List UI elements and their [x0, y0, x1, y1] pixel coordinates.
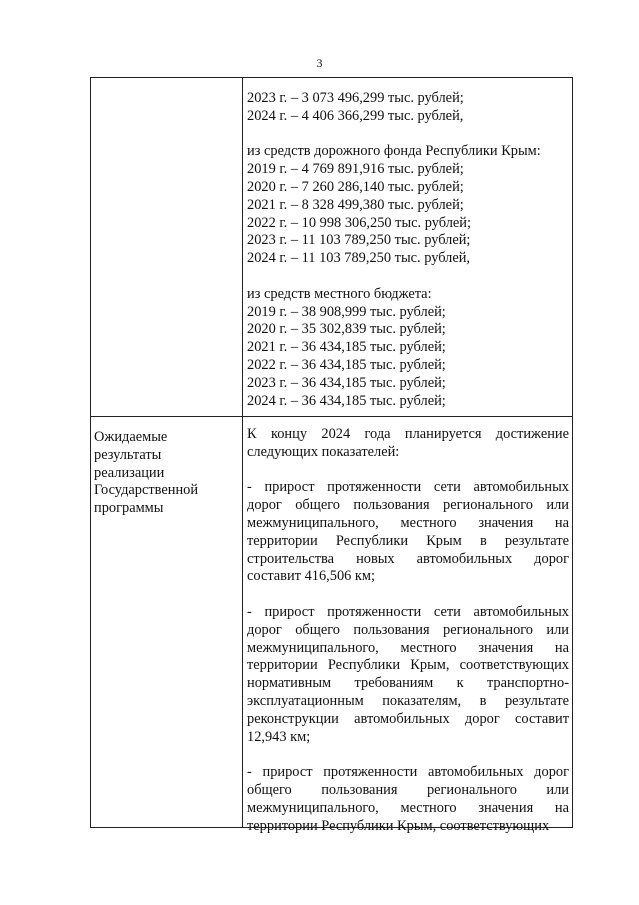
label-line: Ожидаемые	[94, 429, 168, 445]
label-line: Государственной	[94, 482, 199, 499]
road-fund-line: 2019 г. – 4 769 891,916 тыс. рублей;	[247, 161, 464, 178]
financing-cell	[247, 90, 567, 410]
road-fund-heading: из средств дорожного фонда Республики Крым:	[247, 143, 541, 160]
label-line: программы	[94, 500, 164, 517]
column-divider	[242, 78, 243, 827]
expected-results-label	[91, 429, 242, 518]
result-item: - прирост протяженности сети автомобильных дорог общего пользования регионального или межмуниципального, местного значения на территории Республики Крым, соответствующих нормативным требованиям к транспортно-эксплуатационным показателям, в результате реконструкции автомобильных дорог составит 12,943 км;	[247, 603, 569, 745]
road-fund-line: 2024 г. – 11 103 789,250 тыс. рублей,	[247, 250, 471, 267]
row-divider	[91, 416, 572, 417]
local-budget-line: 2020 г. – 35 302,839 тыс. рублей;	[247, 321, 446, 338]
result-item: - прирост протяженности сети автомобильных дорог общего пользования регионального или межмуниципального, местного значения на территории Республики Крым в результате строительства новых автомобильных дорог составит 416,506 км;	[247, 479, 569, 585]
road-fund-line: 2020 г. – 7 260 286,140 тыс. рублей;	[247, 178, 464, 195]
local-budget-line: 2021 г. – 36 434,185 тыс. рублей;	[247, 339, 446, 356]
local-budget-line: 2023 г. – 36 434,185 тыс. рублей;	[247, 374, 446, 391]
expected-results-cell	[247, 426, 569, 835]
local-budget-line: 2022 г. – 36 434,185 тыс. рублей;	[247, 356, 446, 373]
label-line: результаты	[94, 446, 162, 463]
program-table	[90, 77, 573, 834]
page-number: 3	[316, 56, 323, 70]
local-budget-line: 2019 г. – 38 908,999 тыс. рублей;	[247, 303, 446, 320]
label-line: реализации	[94, 464, 165, 481]
financing-line: 2023 г. – 3 073 496,299 тыс. рублей;	[247, 90, 464, 106]
financing-line: 2024 г. – 4 406 366,299 тыс. рублей,	[247, 107, 464, 124]
results-intro: К концу 2024 года планируется достижение следующих показателей:	[247, 426, 569, 460]
result-item: - прирост протяженности автомобильных дорог общего пользования регионального или межмуниципального, местного значения на территории Республики Крым, соответствующих	[247, 764, 569, 834]
local-budget-heading: из средств местного бюджета:	[247, 285, 432, 302]
road-fund-line: 2023 г. – 11 103 789,250 тыс. рублей;	[247, 232, 471, 249]
road-fund-line: 2022 г. – 10 998 306,250 тыс. рублей;	[247, 214, 471, 231]
local-budget-line: 2024 г. – 36 434,185 тыс. рублей;	[247, 392, 446, 409]
road-fund-line: 2021 г. – 8 328 499,380 тыс. рублей;	[247, 196, 464, 213]
